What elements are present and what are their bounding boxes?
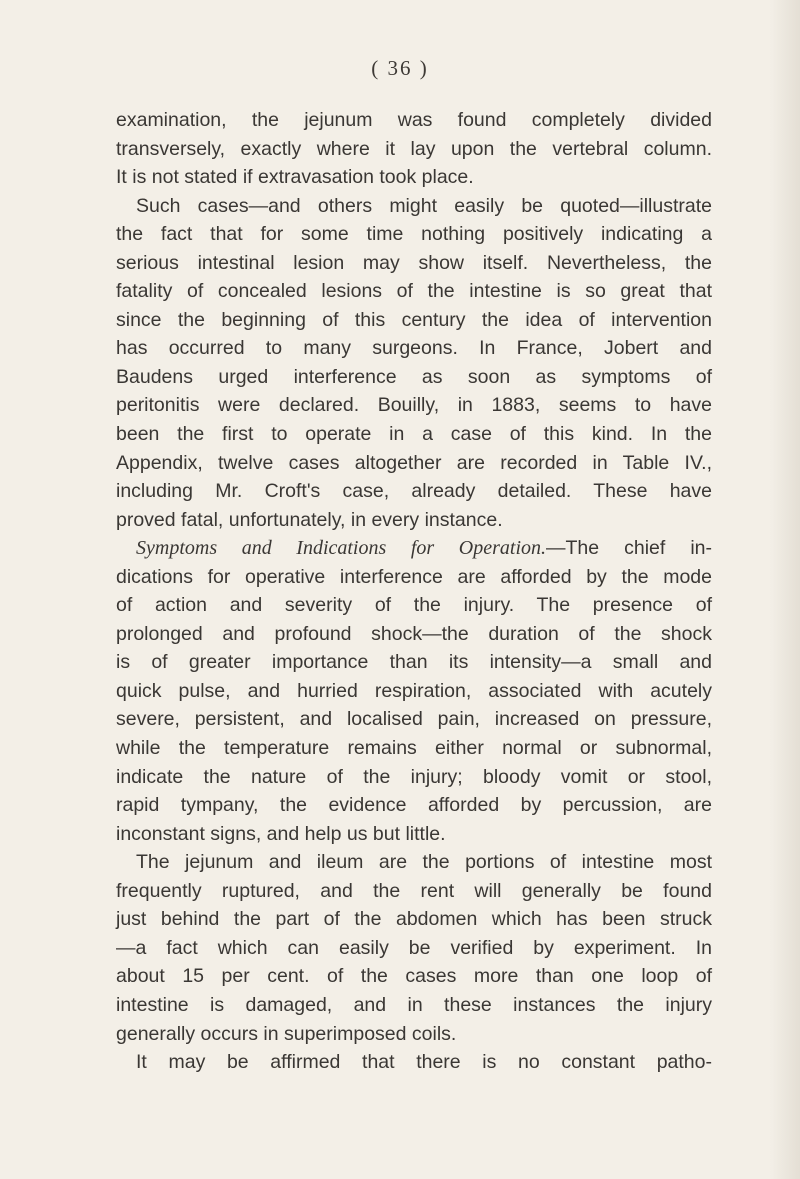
text-line: indicate the nature of the injury; bloody vomit or stool,	[116, 765, 712, 788]
text-line: since the beginning of this century the idea of intervention	[116, 308, 712, 331]
text-line	[116, 534, 712, 563]
text-line: inconstant signs, and help us but little.	[116, 822, 446, 845]
text-line: Such cases—and others might easily be quoted—illustrate	[136, 194, 712, 217]
text-line: the fact that for some time nothing positively indicating a	[116, 223, 712, 246]
text-line: prolonged and profound shock—the duration of the shock	[116, 622, 712, 645]
text-line: quick pulse, and hurried respiration, associated with acutely	[116, 679, 712, 702]
text-line: generally occurs in superimposed coils.	[116, 1022, 457, 1045]
text-line: while the temperature remains either normal or subnormal,	[116, 737, 712, 760]
text-line: just behind the part of the abdomen which has been struck	[116, 908, 712, 931]
text-line: It may be affirmed that there is no constant patho-	[136, 1051, 712, 1074]
section-heading: Symptoms and Indications for Operation.	[136, 537, 547, 560]
text-line: —a fact which can easily be verified by experiment. In	[116, 936, 712, 959]
text-line: serious intestinal lesion may show itself. Nevertheless, the	[116, 251, 712, 274]
text-line: rapid tympany, the evidence afforded by percussion, are	[116, 794, 712, 817]
text-line: frequently ruptured, and the rent will generally be found	[116, 879, 712, 902]
text-line: has occurred to many surgeons. In France, Jobert and	[116, 337, 712, 360]
page-number: ( 36 )	[371, 56, 429, 80]
text-line: transversely, exactly where it lay upon the vertebral column.	[116, 137, 712, 160]
text-line-content: —The chief in-	[546, 537, 712, 560]
text-line: The jejunum and ileum are the portions of intestine most	[136, 851, 712, 874]
text-line: been the first to operate in a case of this kind. In the	[116, 423, 712, 446]
text-line: of action and severity of the injury. The presence of	[116, 594, 712, 617]
text-line: peritonitis were declared. Bouilly, in 1883, seems to have	[116, 394, 712, 417]
text-line: examination, the jejunum was found completely divided	[116, 109, 712, 131]
text-line: about 15 per cent. of the cases more than one loop of	[116, 965, 712, 988]
text-line: dications for operative interference are afforded by the mode	[116, 565, 712, 588]
text-line: fatality of concealed lesions of the intestine is so great that	[116, 280, 712, 303]
text-line: Appendix, twelve cases altogether are recorded in Table IV.,	[116, 451, 712, 474]
text-line: including Mr. Croft's case, already detailed. These have	[116, 480, 712, 503]
text-line: severe, persistent, and localised pain, increased on pressure,	[116, 708, 712, 731]
text-line: intestine is damaged, and in these instances the injury	[116, 993, 712, 1016]
text-line: Baudens urged interference as soon as symptoms of	[116, 365, 712, 388]
body-text	[116, 106, 712, 1077]
text-line: proved fatal, unfortunately, in every instance.	[116, 508, 503, 531]
text-line: is of greater importance than its intensity—a small and	[116, 651, 712, 674]
text-line: It is not stated if extravasation took place.	[116, 166, 474, 189]
